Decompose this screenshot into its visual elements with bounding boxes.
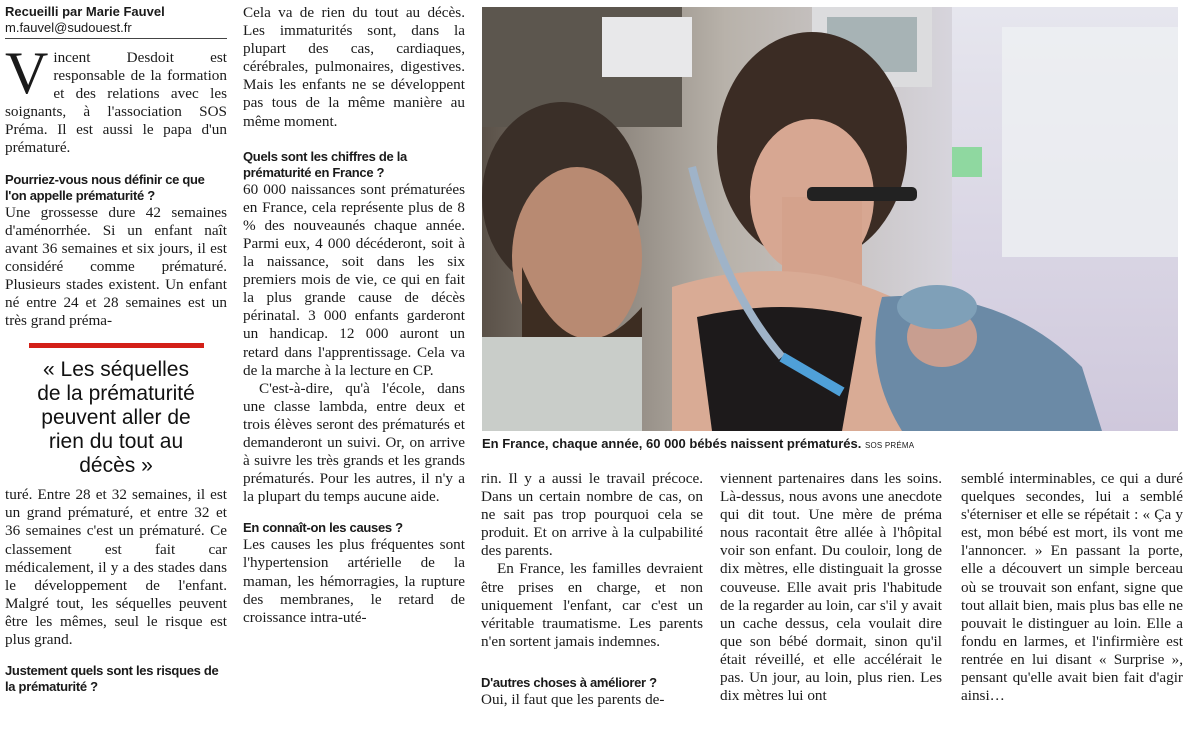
article-photo <box>482 7 1178 431</box>
question-1: Pourriez-vous nous définir ce que l'on appelle prématurité ? <box>5 171 205 203</box>
answer-1-part-1: Une grossesse dure 42 semaines d'aménorrhée. Si un enfant naît avant 36 semaines et six jours, il est considéré comme prématuré. Plusieurs stades existent. Un enfant né entre 24 et 28 semaines est un très grand préma- <box>5 203 227 330</box>
pull-quote: « Les séquelles de la prématurité peuvent aller de rien du tout au décès » <box>37 358 195 478</box>
question-5: D'autres choses à améliorer ? <box>481 674 657 690</box>
question-3: Quels sont les chiffres de la prématurité en France ? <box>243 148 407 180</box>
answer-4-part-1: Les causes les plus fréquentes sont l'hypertension artérielle de la maman, les hémorragies, la rupture des membranes, le retard de croissance intra-uté- <box>243 536 465 626</box>
answer-5-part-1: Oui, il faut que les parents de- <box>481 690 665 708</box>
column-4 <box>720 470 942 705</box>
answer-4-part-2: rin. Il y a aussi le travail précoce. Dans un certain nombre de cas, on ne sait pas trop pourquoi cela se produit. Et on arrive à la culpabilité des parents. <box>481 470 703 560</box>
byline-author: Recueilli par Marie Fauvel <box>5 4 165 19</box>
answer-3-para-2: C'est-à-dire, qu'à l'école, dans une classe lambda, entre deux et trois élèves seront des prématurés et demanderont un suivi. Or, on arrive à suivre les très grands et les grands prématurés. Pour les autres, il n'y a la plupart du temps aucune aide. <box>243 379 465 506</box>
byline-email[interactable]: m.fauvel@sudouest.fr <box>5 20 132 35</box>
column-5 <box>961 470 1183 705</box>
column-3 <box>481 470 703 709</box>
dropcap: V <box>5 40 49 106</box>
caption-text: En France, chaque année, 60 000 bébés naissent prématurés. <box>482 436 862 451</box>
column-2 <box>243 0 465 627</box>
byline-divider <box>5 38 227 39</box>
pull-quote-box <box>29 343 204 478</box>
answer-4-para-2: En France, les familles devraient être prises en charge, et non uniquement l'enfant, car c'est un véritable traumatisme. Les parents n'en sortent jamais indemnes. <box>481 560 703 650</box>
intro-text: incent Desdoit est responsable de la formation et des relations avec les soignants, à l'association SOS Préma. Il est aussi le papa d'un prématuré. <box>5 49 227 157</box>
pull-quote-bar <box>29 343 204 348</box>
answer-1-part-2: turé. Entre 28 et 32 semaines, il est un grand prématuré, et entre 32 et 36 semaines c'est un prématuré. Ce classement est fait car médicalement, il y a des stades dans le développement de l'enfant. Malgré tout, les séquelles peuvent être les mêmes, seul le risque est plus grand. <box>5 486 227 648</box>
column-1 <box>5 0 227 695</box>
answer-5-part-2: viennent partenaires dans les soins. Là-dessus, nous avons une anecdote qui dit tout. Une mère de préma nous racontait être allée à l'hôpital voir son enfant. Du couloir, long de dix mètres, elle distinguait la grosse couveuse. Elle avait pris l'habitude de la regarder au loin, car s'il y avait un cache dessus, cela voulait dire que son bébé dormait, sinon qu'il était réveillé, et elle accélérait le pas. Un jour, au loin, plus rien. Les dix mètres lui ont <box>720 470 942 705</box>
intro-paragraph <box>5 40 227 158</box>
answer-5-part-3: semblé interminables, ce qui a duré quelques secondes, lui a semblé s'éterniser et elle se répétait : « Ça y est, mon bébé est mort, ils vont me l'annoncer. » En passant la porte, elle a découvert un simple berceau où se trouvait son enfant, signe que tout allait bien, mais plus bas elle ne pouvait le distinguer au loin. Elle a fondu en larmes, et l'infirmière est rentrée en lui disant « Surprise », pensant qu'elle avait bien fait d'agir ainsi… <box>961 470 1183 705</box>
photo-credit: SOS PRÉMA <box>864 441 915 450</box>
photo-caption <box>482 436 1182 451</box>
question-2: Justement quels sont les risques de la prématurité ? <box>5 663 219 695</box>
question-4: En connaît-on les causes ? <box>243 520 403 536</box>
photo-illustration <box>482 7 1178 431</box>
answer-3-para-1: 60 000 naissances sont prématurées en France, cela représente plus de 8 % des nouveaunés chaque année. Parmi eux, 4 000 décéderont, soit à la naissance, soit dans les six premiers mois de vie, ce qui en fait la plus grande cause de décès périnatal. 3 000 enfants garderont un handicap. 12 000 auront un retard dans l'apprentissage. Cela va de la marche à la lecture en CP. <box>243 180 465 379</box>
answer-2: Cela va de rien du tout au décès. Les immaturités sont, dans la plupart des cas, cardiaques, cérébrales, pulmonaires, digestives. Mais les enfants ne se développent pas tous de la même manière au même moment. <box>243 4 465 130</box>
